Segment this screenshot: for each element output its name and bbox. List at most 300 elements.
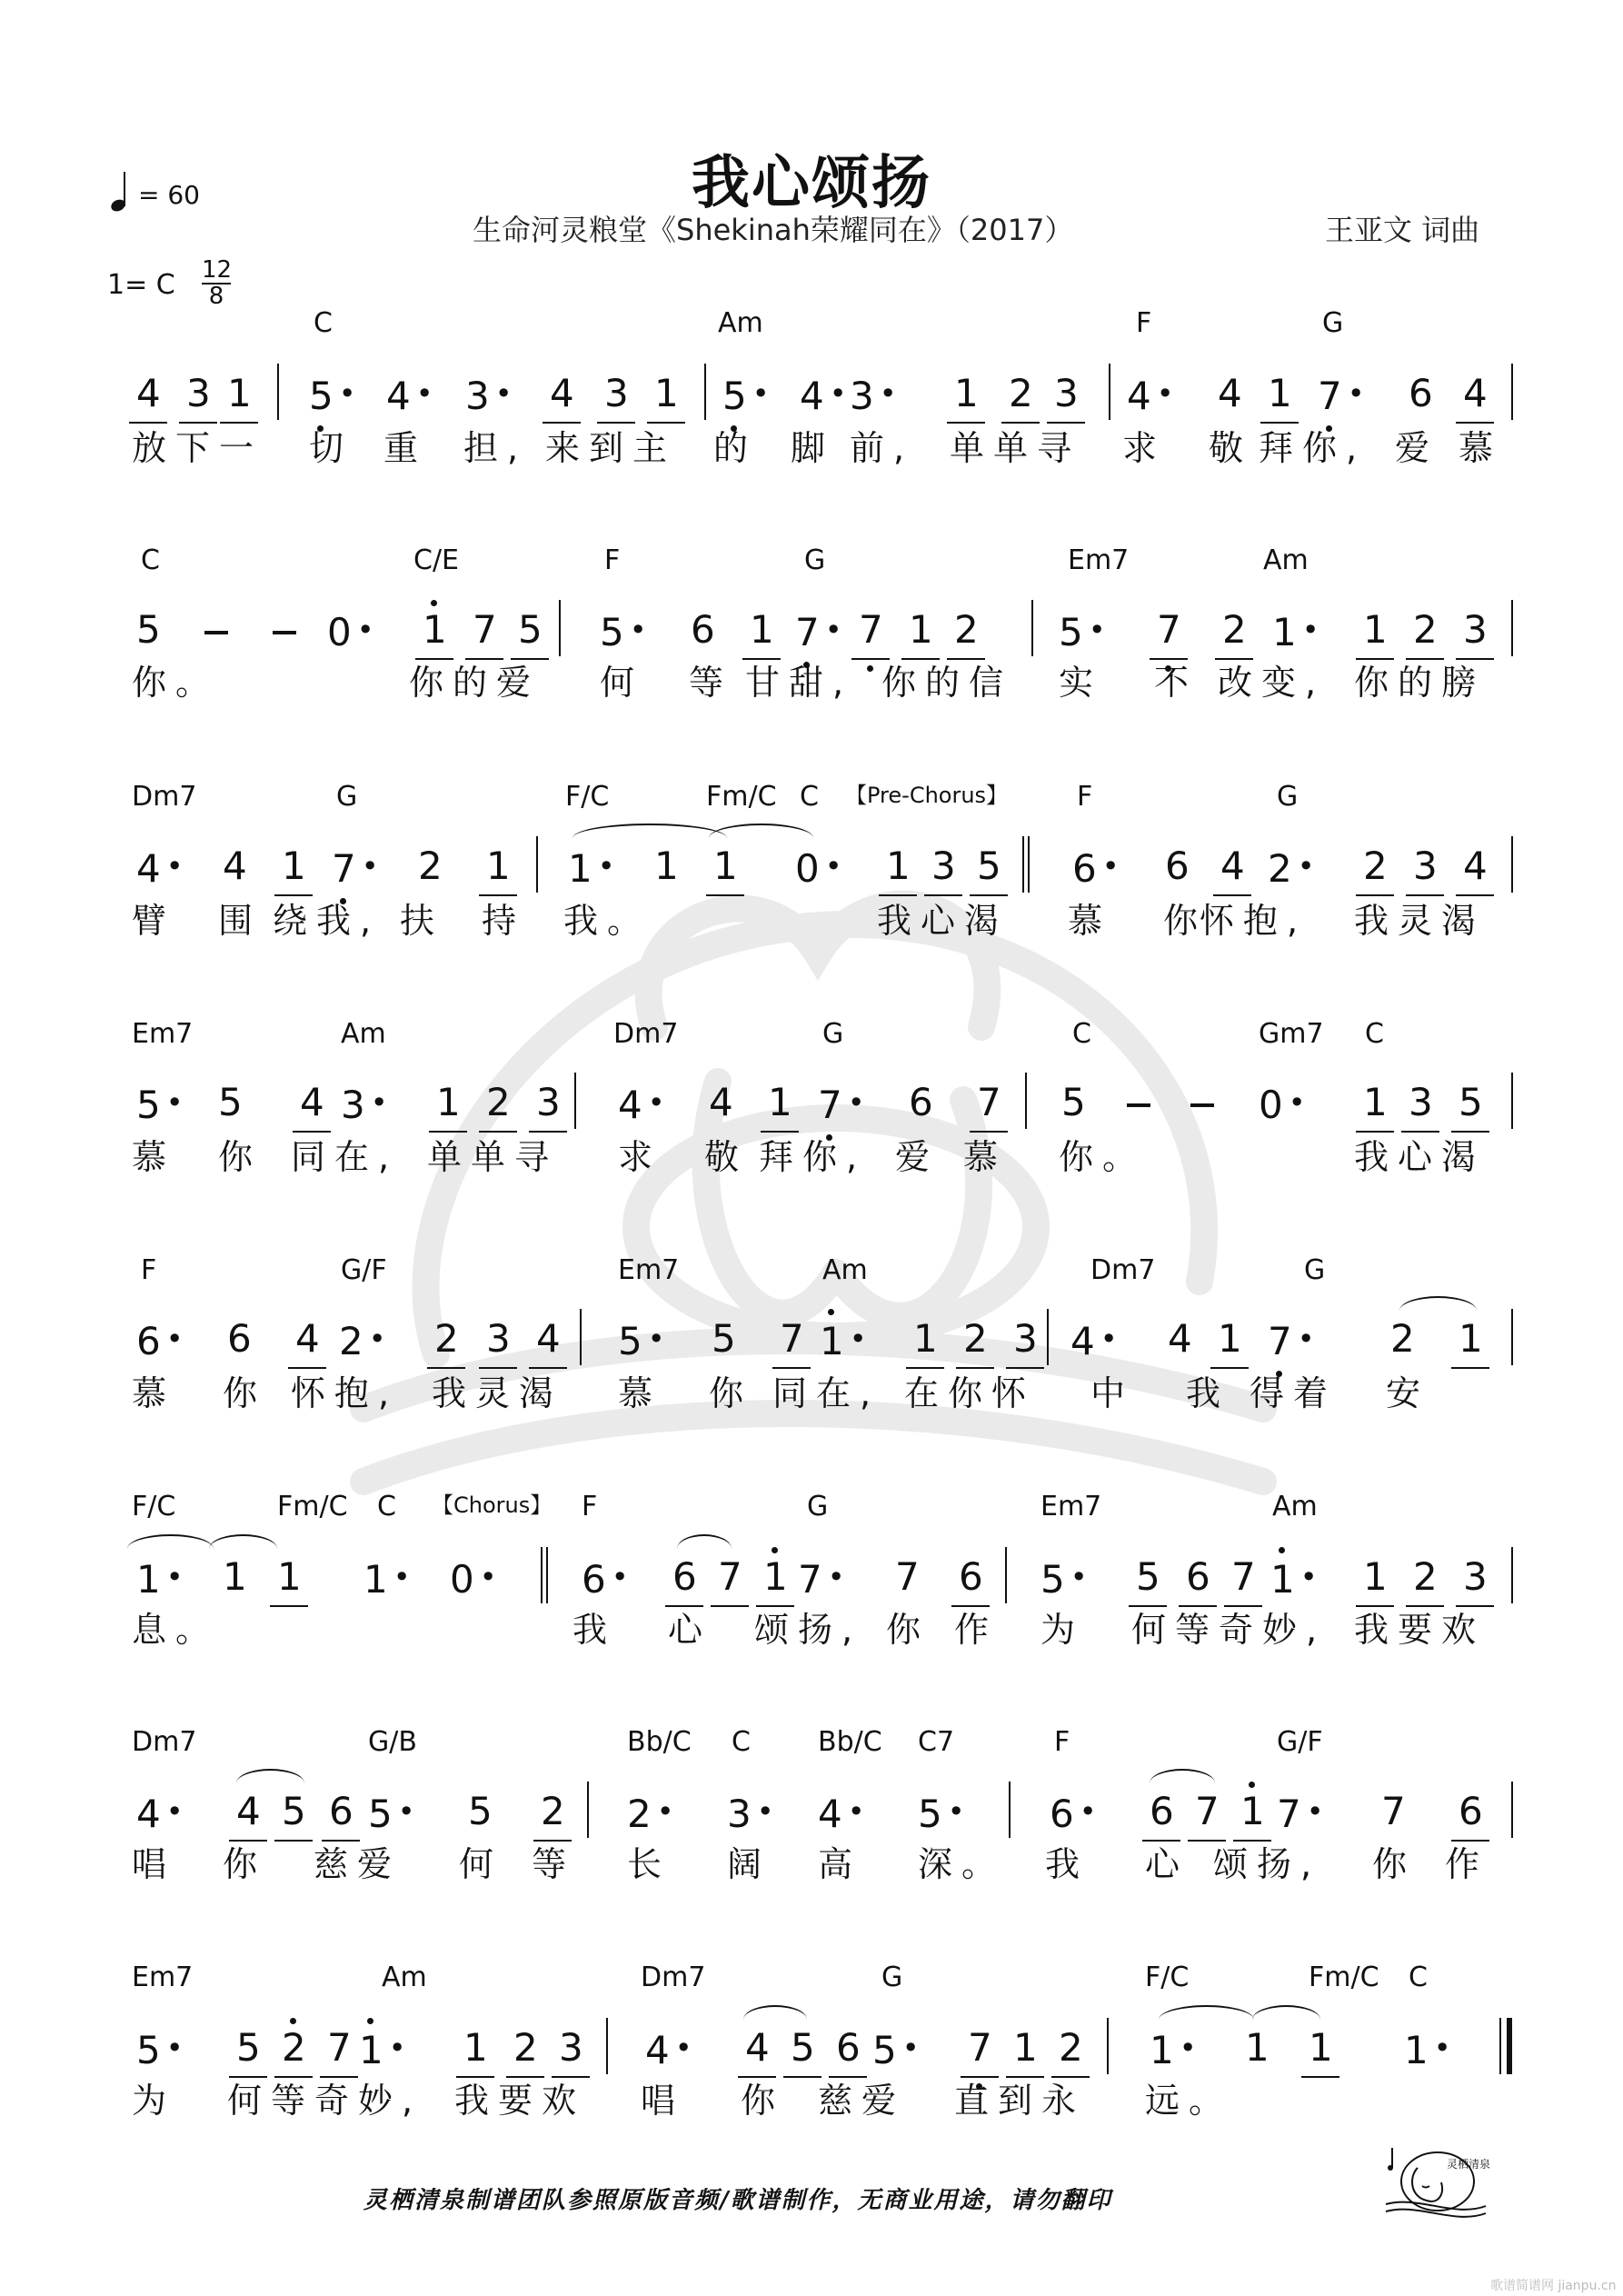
beam-underline bbox=[479, 1367, 517, 1369]
augmentation-dot: • bbox=[338, 376, 356, 411]
barline bbox=[1031, 600, 1033, 656]
note bbox=[909, 1080, 933, 1125]
lyric-syllables: 我 bbox=[573, 1610, 617, 1650]
augmentation-dot: • bbox=[647, 1085, 665, 1120]
note bbox=[977, 844, 1001, 889]
note bbox=[977, 1080, 1001, 1125]
beam-underline bbox=[274, 1840, 313, 1842]
note bbox=[768, 1080, 792, 1125]
chord-symbol: Am bbox=[341, 1018, 386, 1050]
barline bbox=[574, 1073, 576, 1129]
lyric-syllables: 前, bbox=[850, 428, 914, 468]
beam-underline bbox=[772, 1367, 811, 1369]
note-digit: 5 bbox=[791, 2025, 815, 2070]
note-digit: 6 bbox=[329, 1789, 353, 1833]
beam-underline bbox=[320, 2076, 358, 2078]
note bbox=[1054, 371, 1079, 416]
beam-underline bbox=[1001, 422, 1040, 424]
lyric-syllables: 唱 bbox=[132, 1844, 176, 1884]
note bbox=[1061, 1080, 1086, 1125]
tempo-value: = 60 bbox=[138, 180, 200, 210]
note-digit: 6 bbox=[909, 1080, 933, 1124]
lyric-syllables: 慕 bbox=[1459, 428, 1503, 468]
note bbox=[1272, 607, 1319, 653]
beam-underline bbox=[1451, 1367, 1489, 1369]
note-digit: 7 bbox=[895, 1554, 920, 1599]
barline bbox=[559, 600, 561, 656]
beam-underline bbox=[961, 2076, 999, 2078]
note-digit: 4 bbox=[1220, 844, 1245, 888]
note-digit: 3 bbox=[1054, 371, 1079, 415]
beam-underline bbox=[179, 422, 217, 424]
note bbox=[486, 1080, 511, 1125]
note-digit: 7 bbox=[795, 610, 820, 654]
beam-underline bbox=[1451, 1840, 1489, 1842]
note bbox=[872, 2025, 920, 2071]
lyric-syllables: 改变, bbox=[1218, 663, 1326, 703]
augmentation-dot: • bbox=[901, 2031, 920, 2065]
lyric-syllables: 慕 bbox=[618, 1373, 662, 1413]
lyric-syllables: 来到主 bbox=[545, 428, 677, 468]
note bbox=[1463, 1554, 1488, 1600]
note-digit: 2 bbox=[1390, 1316, 1415, 1361]
note bbox=[750, 607, 774, 653]
note-digit: 7 bbox=[1157, 607, 1181, 652]
barline bbox=[1009, 1782, 1011, 1838]
note bbox=[604, 371, 629, 416]
sustain-dash bbox=[1127, 1103, 1150, 1107]
beam-underline bbox=[783, 2076, 821, 2078]
note bbox=[1363, 1554, 1388, 1600]
note bbox=[136, 1789, 184, 1834]
note bbox=[909, 607, 933, 653]
note bbox=[136, 1554, 184, 1600]
lyric-syllables: 围 bbox=[218, 901, 263, 941]
note-digit: 4 bbox=[295, 1316, 320, 1361]
note-digit: 1 bbox=[136, 1557, 161, 1602]
note bbox=[850, 371, 897, 416]
high-octave-dot bbox=[367, 2018, 373, 2024]
note-digit: 1 bbox=[282, 844, 306, 888]
beam-underline bbox=[1142, 1840, 1180, 1842]
beam-underline bbox=[711, 1605, 749, 1607]
beam-underline bbox=[970, 1131, 1008, 1133]
barline bbox=[536, 836, 538, 893]
beam-underline bbox=[229, 1840, 267, 1842]
chord-symbol: C bbox=[141, 544, 160, 576]
beam-underline bbox=[1224, 1605, 1262, 1607]
note bbox=[136, 2025, 184, 2071]
note bbox=[1459, 1316, 1483, 1362]
note-digit: 1 bbox=[1218, 1316, 1242, 1361]
augmentation-dot: • bbox=[1297, 1322, 1315, 1356]
note bbox=[300, 1080, 324, 1125]
lyric-syllables: 爱 bbox=[1395, 428, 1439, 468]
augmentation-dot: • bbox=[165, 2031, 184, 2065]
chord-symbol: G/B bbox=[368, 1726, 417, 1758]
note bbox=[536, 1316, 561, 1362]
augmentation-dot: • bbox=[824, 849, 842, 883]
barline bbox=[587, 1782, 589, 1838]
barline bbox=[1511, 364, 1513, 420]
note bbox=[727, 1789, 774, 1834]
lyric-syllables: 你的膀 bbox=[1354, 663, 1486, 703]
note bbox=[1459, 1789, 1483, 1834]
note-digit: 3 bbox=[604, 371, 629, 415]
note-digit: 5 bbox=[1059, 610, 1083, 654]
note bbox=[277, 1554, 302, 1600]
augmentation-dot: • bbox=[393, 1560, 411, 1594]
note bbox=[1309, 2025, 1333, 2071]
note bbox=[1409, 1080, 1433, 1125]
note bbox=[1277, 1789, 1324, 1834]
augmentation-dot: • bbox=[1079, 1794, 1097, 1829]
chord-symbol: Bb/C bbox=[818, 1726, 882, 1758]
tie-slur bbox=[236, 1769, 304, 1783]
barline bbox=[1511, 1782, 1513, 1838]
lyric-syllables: 你 bbox=[1163, 901, 1208, 941]
beam-underline bbox=[229, 2076, 267, 2078]
augmentation-dot: • bbox=[829, 376, 847, 411]
note bbox=[1150, 2025, 1197, 2071]
lyric-syllables: 你的爱 bbox=[409, 663, 541, 703]
note-digit: 7 bbox=[1277, 1792, 1301, 1836]
note-digit: 6 bbox=[136, 1319, 161, 1363]
lyric-syllables: 我心渴 bbox=[1354, 1137, 1486, 1177]
high-octave-dot bbox=[772, 1547, 778, 1553]
note bbox=[1363, 607, 1388, 653]
augmentation-dot: • bbox=[1288, 1085, 1306, 1120]
note bbox=[1072, 844, 1120, 889]
chord-symbol: G bbox=[881, 1962, 903, 1993]
beam-underline bbox=[1047, 422, 1085, 424]
lyric-syllables: 长 bbox=[627, 1844, 672, 1884]
beam-underline bbox=[1356, 1131, 1394, 1133]
beam-underline bbox=[1406, 894, 1444, 896]
lyric-syllables: 你的信 bbox=[881, 663, 1013, 703]
note-digit: 2 bbox=[513, 2025, 538, 2070]
augmentation-dot: • bbox=[847, 1085, 865, 1120]
beam-underline bbox=[533, 1840, 572, 1842]
lingqi-logo-icon bbox=[1381, 2141, 1490, 2227]
beam-underline bbox=[947, 422, 985, 424]
lyric-syllables: 你 bbox=[709, 1373, 753, 1413]
barline bbox=[1511, 1309, 1513, 1365]
note-digit: 3 bbox=[186, 371, 211, 415]
lyric-syllables: 等 bbox=[532, 1844, 576, 1884]
note-digit: 6 bbox=[691, 607, 715, 652]
lyric-syllables: 你。 bbox=[132, 663, 220, 703]
augmentation-dot: • bbox=[847, 1794, 865, 1829]
beam-underline bbox=[1406, 658, 1444, 660]
note-digit: 5 bbox=[136, 1083, 161, 1127]
note-digit: 5 bbox=[236, 2025, 261, 2070]
note bbox=[486, 1316, 511, 1362]
beam-underline bbox=[901, 658, 940, 660]
beam-underline bbox=[1260, 422, 1299, 424]
chord-symbol: Fm/C bbox=[1309, 1962, 1379, 1993]
note bbox=[1222, 607, 1247, 653]
note bbox=[1165, 844, 1190, 889]
chord-symbol: G bbox=[1304, 1254, 1326, 1286]
note-digit: 1 bbox=[363, 1557, 388, 1602]
note-digit: 2 bbox=[1413, 607, 1438, 652]
beam-underline bbox=[1456, 422, 1494, 424]
barline bbox=[1109, 364, 1110, 420]
note-digit: 4 bbox=[1463, 371, 1488, 415]
note-digit: 5 bbox=[218, 1080, 243, 1124]
beam-underline bbox=[456, 2076, 494, 2078]
note-digit: 1 bbox=[1150, 2028, 1174, 2072]
note-digit: 6 bbox=[1165, 844, 1190, 888]
augmentation-dot: • bbox=[165, 849, 184, 883]
note bbox=[136, 607, 161, 653]
note bbox=[513, 2025, 538, 2071]
beam-underline bbox=[761, 1131, 799, 1133]
lyric-syllables: 慕 bbox=[132, 1137, 176, 1177]
barline bbox=[704, 364, 706, 420]
composer-credit: 王亚文 词曲 bbox=[1325, 213, 1480, 247]
augmentation-dot: • bbox=[1299, 1560, 1318, 1594]
lyric-syllables: 慕 bbox=[963, 1137, 1008, 1177]
note-digit: 5 bbox=[712, 1316, 736, 1361]
augmentation-dot: • bbox=[479, 1560, 497, 1594]
lyric-syllables: 我心渴 bbox=[877, 901, 1009, 941]
note bbox=[618, 1080, 665, 1125]
note-digit: 1 bbox=[277, 1554, 302, 1599]
note bbox=[1240, 1789, 1265, 1834]
note-digit: 7 bbox=[859, 607, 883, 652]
beam-underline bbox=[1129, 1605, 1167, 1607]
augmentation-dot: • bbox=[647, 1322, 665, 1356]
copyright-notice: 灵栖清泉制谱团队参照原版音频/歌谱制作，无商业用途，请勿翻印 bbox=[363, 2187, 1112, 2214]
beam-underline bbox=[479, 1131, 517, 1133]
note-digit: 4 bbox=[1463, 844, 1488, 888]
beam-underline bbox=[270, 1605, 308, 1607]
beam-underline bbox=[647, 422, 685, 424]
time-signature-denominator: 8 bbox=[208, 283, 224, 310]
lyric-syllables: 我 bbox=[1045, 1844, 1090, 1884]
note-digit: 1 bbox=[1309, 2025, 1333, 2070]
note bbox=[227, 1316, 252, 1362]
note bbox=[1127, 371, 1174, 416]
beam-underline bbox=[1451, 1131, 1489, 1133]
note-digit: 5 bbox=[136, 607, 161, 652]
note-digit: 4 bbox=[709, 1080, 733, 1124]
beam-underline bbox=[1213, 894, 1251, 896]
low-octave-dot bbox=[867, 665, 873, 672]
beam-underline bbox=[465, 658, 503, 660]
note-digit: 4 bbox=[1127, 374, 1151, 418]
beam-underline bbox=[529, 1131, 567, 1133]
note-digit: 4 bbox=[1168, 1316, 1192, 1361]
beam-underline bbox=[1456, 894, 1494, 896]
note-digit: 1 bbox=[223, 1554, 247, 1599]
augmentation-dot: • bbox=[849, 1322, 867, 1356]
chord-symbol: Em7 bbox=[618, 1254, 680, 1286]
high-octave-dot bbox=[290, 2018, 296, 2024]
lyric-syllables: 我灵渴 bbox=[432, 1373, 563, 1413]
note bbox=[1150, 1789, 1174, 1834]
note bbox=[136, 371, 161, 416]
chord-symbol: Dm7 bbox=[613, 1018, 679, 1050]
chord-symbol: C/E bbox=[413, 544, 460, 576]
note-digit: 5 bbox=[468, 1789, 493, 1833]
barline bbox=[1047, 1309, 1049, 1365]
high-octave-dot bbox=[1279, 1547, 1285, 1553]
note-digit: 3 bbox=[727, 1792, 752, 1836]
beam-underline bbox=[274, 894, 313, 896]
chord-symbol: C bbox=[1365, 1018, 1384, 1050]
lyric-syllables: 不 bbox=[1154, 663, 1199, 703]
augmentation-dot: • bbox=[165, 1085, 184, 1120]
barline bbox=[1107, 2018, 1109, 2074]
note bbox=[691, 607, 715, 653]
barline bbox=[1511, 1073, 1513, 1129]
note-digit: 4 bbox=[745, 2025, 770, 2070]
note bbox=[1231, 1554, 1256, 1600]
augmentation-dot: • bbox=[165, 1794, 184, 1829]
note-digit: 1 bbox=[568, 846, 592, 891]
note-digit: 1 bbox=[1459, 1316, 1483, 1361]
barline bbox=[1511, 1547, 1513, 1603]
lyric-syllables: 求 bbox=[618, 1137, 662, 1177]
beam-underline bbox=[706, 894, 744, 896]
lyric-syllables: 同在, bbox=[772, 1373, 881, 1413]
chord-symbol: G/F bbox=[1277, 1726, 1323, 1758]
tie-slur bbox=[677, 1534, 732, 1549]
time-signature bbox=[202, 258, 231, 308]
note bbox=[1013, 1316, 1038, 1362]
lyric-syllables: 重 bbox=[383, 428, 428, 468]
beam-underline bbox=[1215, 658, 1253, 660]
note-digit: 6 bbox=[1459, 1789, 1483, 1833]
beam-underline bbox=[1301, 2076, 1339, 2078]
note bbox=[1413, 1554, 1438, 1600]
note bbox=[327, 607, 374, 653]
lyric-syllables: 绕我, bbox=[273, 901, 381, 941]
beam-underline bbox=[956, 1367, 994, 1369]
lyric-syllables: 慕 bbox=[132, 1373, 176, 1413]
lyric-syllables: 同在, bbox=[291, 1137, 399, 1177]
augmentation-dot: • bbox=[361, 849, 379, 883]
note-digit: 1 bbox=[1363, 1554, 1388, 1599]
note-digit: 5 bbox=[309, 374, 334, 418]
note bbox=[359, 2025, 406, 2071]
lyric-syllables: 怀抱, bbox=[291, 1373, 399, 1413]
note bbox=[329, 1789, 353, 1834]
note bbox=[282, 1789, 306, 1834]
note-digit: 3 bbox=[536, 1080, 561, 1124]
note bbox=[1157, 607, 1181, 653]
note-digit: 5 bbox=[918, 1792, 942, 1836]
note bbox=[780, 1316, 804, 1362]
note bbox=[954, 371, 979, 416]
note-digit: 2 bbox=[963, 1316, 988, 1361]
note bbox=[931, 844, 956, 889]
chord-symbol: Dm7 bbox=[1090, 1254, 1156, 1286]
note bbox=[709, 1080, 733, 1125]
note bbox=[465, 371, 513, 416]
lyric-syllables: 高 bbox=[818, 1844, 862, 1884]
beam-underline bbox=[1356, 658, 1394, 660]
note-digit: 2 bbox=[627, 1792, 652, 1836]
note bbox=[186, 371, 211, 416]
note bbox=[423, 607, 447, 653]
note-digit: 3 bbox=[486, 1316, 511, 1361]
tie-slur bbox=[743, 2005, 807, 2020]
tie-slur bbox=[127, 1534, 214, 1549]
beam-underline bbox=[543, 422, 581, 424]
note bbox=[486, 844, 511, 889]
chord-symbol: Em7 bbox=[132, 1018, 194, 1050]
logo-text: 灵栖清泉 bbox=[1447, 2158, 1490, 2171]
chord-symbol: F bbox=[582, 1491, 598, 1522]
note bbox=[236, 2025, 261, 2071]
chord-symbol: Dm7 bbox=[641, 1962, 706, 1993]
note-digit: 5 bbox=[872, 2028, 897, 2072]
note-digit: 2 bbox=[1222, 607, 1247, 652]
note bbox=[136, 1080, 184, 1125]
beam-underline bbox=[1150, 658, 1188, 660]
lyric-syllables: 颂扬, bbox=[754, 1610, 862, 1650]
augmentation-dot: • bbox=[1306, 1794, 1324, 1829]
note bbox=[518, 607, 543, 653]
lyric-syllables: 持 bbox=[482, 901, 526, 941]
note bbox=[820, 1316, 867, 1362]
note-digit: 1 bbox=[486, 844, 511, 888]
note bbox=[627, 1789, 674, 1834]
note-digit: 7 bbox=[818, 1083, 842, 1127]
beam-underline bbox=[924, 894, 962, 896]
note-digit: 0 bbox=[450, 1557, 474, 1602]
note-digit: 6 bbox=[1072, 846, 1097, 891]
chord-symbol: Em7 bbox=[132, 1962, 194, 1993]
note bbox=[332, 844, 379, 889]
chord-symbol: C bbox=[377, 1491, 396, 1522]
note-digit: 1 bbox=[750, 607, 774, 652]
beam-underline bbox=[1406, 1605, 1444, 1607]
tie-slur bbox=[209, 1534, 277, 1549]
note-digit: 1 bbox=[1240, 1789, 1265, 1833]
key-signature: 1= C bbox=[107, 269, 175, 301]
beam-underline bbox=[1210, 1367, 1249, 1369]
note bbox=[436, 1080, 461, 1125]
note bbox=[536, 1080, 561, 1125]
note-digit: 6 bbox=[1150, 1789, 1174, 1833]
note-digit: 5 bbox=[1459, 1080, 1483, 1124]
final-barline bbox=[1499, 2018, 1512, 2074]
note-digit: 1 bbox=[654, 371, 679, 415]
album-subtitle: 生命河灵粮堂《Shekinah荣耀同在》（2017） bbox=[473, 213, 1074, 247]
quarter-note-icon bbox=[111, 171, 131, 211]
sheep-watermark-icon bbox=[327, 845, 1290, 1536]
note-digit: 7 bbox=[473, 607, 497, 652]
lyric-syllables: 我灵渴 bbox=[1354, 901, 1486, 941]
barline bbox=[1511, 836, 1513, 893]
note-digit: 6 bbox=[227, 1316, 252, 1361]
note-digit: 6 bbox=[582, 1557, 606, 1602]
note-digit: 3 bbox=[465, 374, 490, 418]
note bbox=[1268, 371, 1292, 416]
chord-symbol: F bbox=[1136, 307, 1152, 339]
chord-symbol: Em7 bbox=[1068, 544, 1130, 576]
note-digit: 2 bbox=[954, 607, 979, 652]
tie-slur bbox=[573, 824, 727, 838]
note bbox=[136, 844, 184, 889]
beam-underline bbox=[1006, 1367, 1044, 1369]
note-digit: 4 bbox=[300, 1080, 324, 1124]
